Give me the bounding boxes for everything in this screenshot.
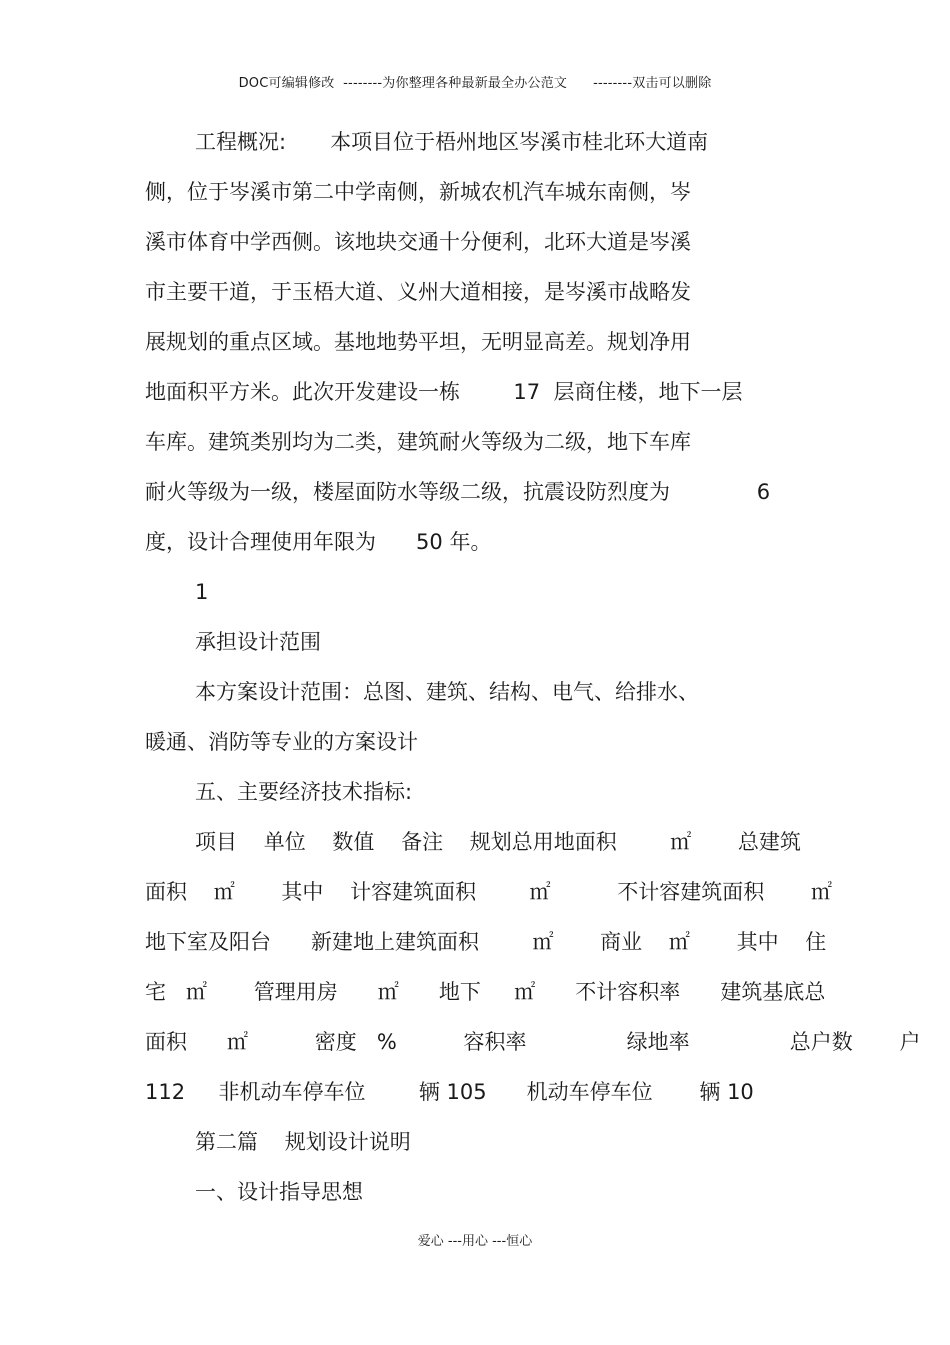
indicator-line: 宅 ㎡ 管理用房 ㎡ 地下 ㎡ 不计容积率 建筑基底总 [145, 980, 826, 1004]
section-heading: 五、主要经济技术指标: [195, 780, 413, 804]
indicator-line: 面积 ㎡ 其中 计容建筑面积 ㎡ 不计容建筑面积 ㎡ [145, 880, 833, 904]
paragraph-line: 溪市体育中学西侧。该地块交通十分便利，北环大道是岑溪 [145, 230, 691, 254]
indicator-line: 地下室及阳台 新建地上建筑面积 ㎡ 商业 ㎡ 其中 住 [145, 930, 827, 954]
section-heading: 一、设计指导思想 [195, 1180, 363, 1204]
paragraph-line: 暖通、消防等专业的方案设计 [145, 730, 418, 754]
indicator-line: 面积 ㎡ 密度 % 容积率 绿地率 总户数 户 [145, 1030, 921, 1054]
section-heading: 承担设计范围 [195, 630, 321, 654]
paragraph-line: 地面积平方米。此次开发建设一栋 17 层商住楼，地下一层 [145, 380, 743, 404]
indicator-line: 112 非机动车停车位 辆 105 机动车停车位 辆 10 [145, 1080, 754, 1104]
overview-line [195, 128, 708, 156]
paragraph-line: 耐火等级为一级，楼屋面防水等级二级，抗震设防烈度为 6 [145, 480, 771, 504]
paragraph-line: 本方案设计范围：总图、建筑、结构、电气、给排水、 [195, 680, 699, 704]
paragraph-line: 展规划的重点区域。基地地势平坦，无明显高差。规划净用 [145, 330, 691, 354]
paragraph-line: 本项目位于梧州地区岑溪市桂北环大道南 [330, 130, 709, 154]
paragraph-line: 市主要干道，于玉梧大道、义州大道相接，是岑溪市战略发 [145, 280, 691, 304]
paragraph-line: 度，设计合理使用年限为 50 年。 [145, 530, 492, 554]
page-header: DOC可编辑修改 --------为你整理各种最新最全办公范文 --------双击可以删除 [238, 76, 712, 91]
paragraph-line: 车库。建筑类别均为二类，建筑耐火等级为二级，地下车库 [145, 430, 691, 454]
paragraph-line: 侧，位于岑溪市第二中学南侧，新城农机汽车城东南侧，岑 [145, 180, 691, 204]
page-footer: 爱心 ---用心 ---恒心 [417, 1234, 533, 1249]
section-number: 1 [195, 580, 209, 604]
overview-label: 工程概况: [195, 130, 287, 154]
indicator-line: 项目 单位 数值 备注 规划总用地面积 ㎡ 总建筑 [195, 830, 801, 854]
chapter-heading: 第二篇 规划设计说明 [195, 1130, 411, 1154]
